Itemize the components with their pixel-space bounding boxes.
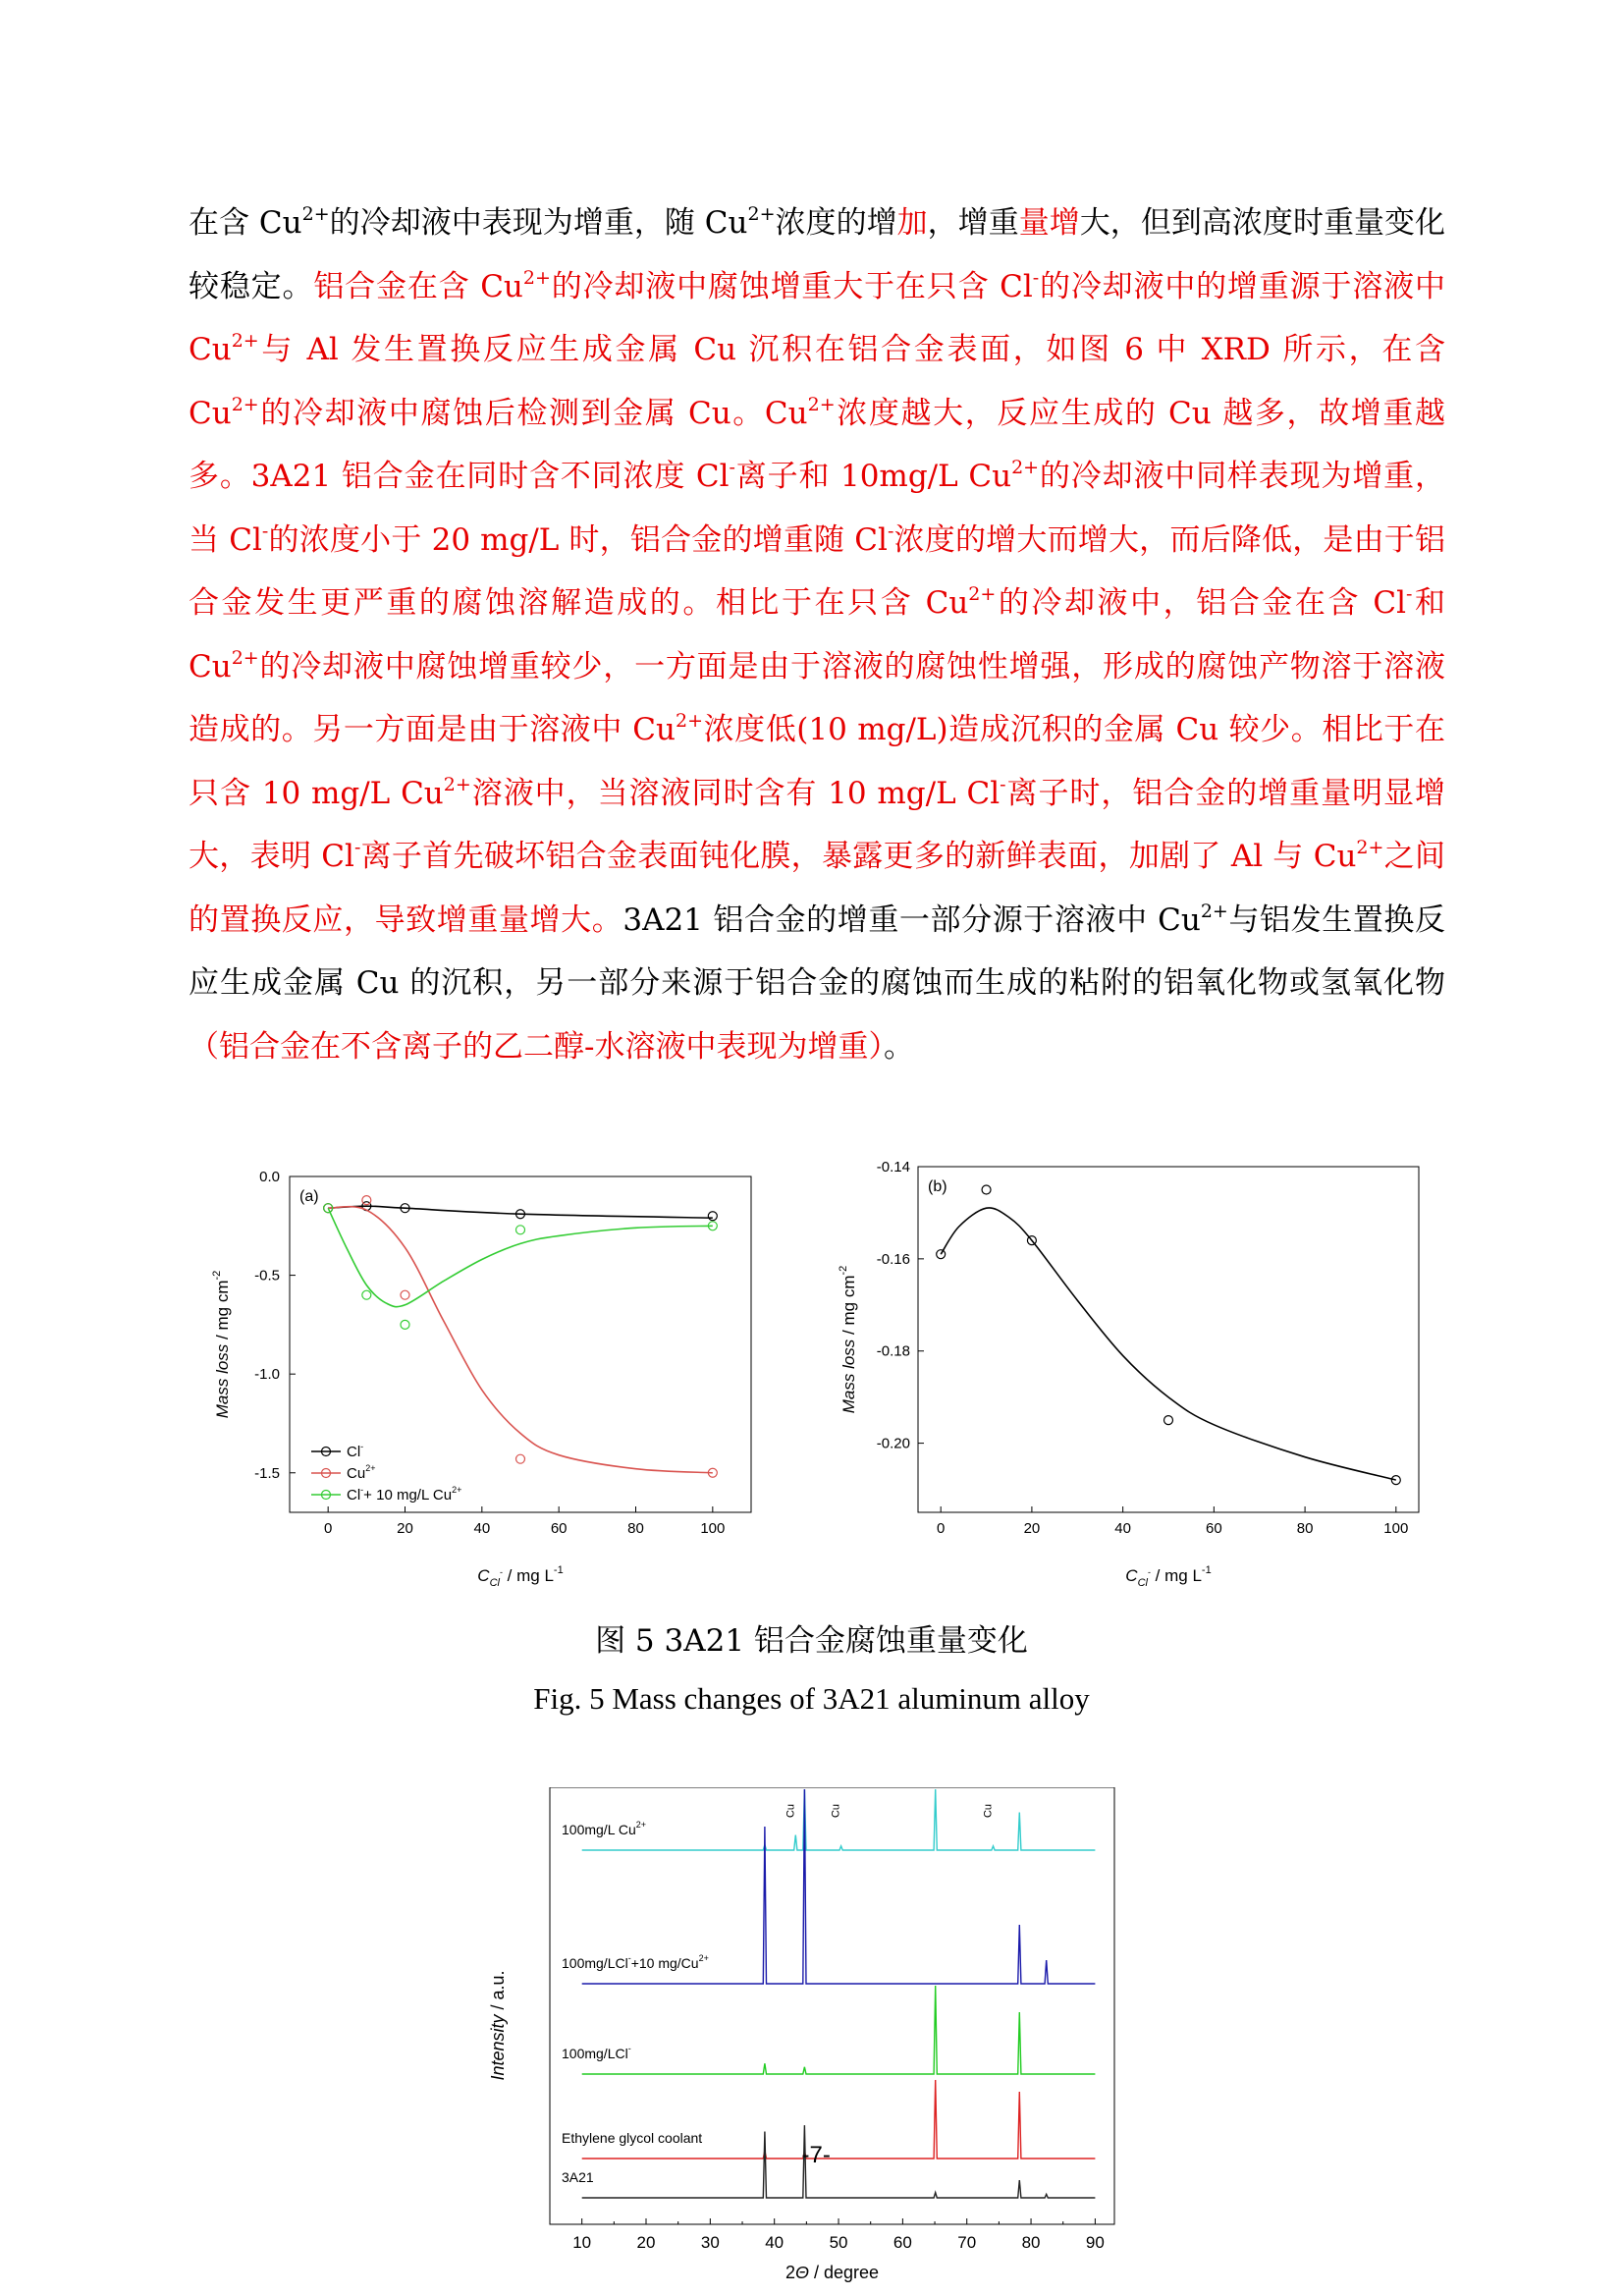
legend-text: Cu: [347, 1465, 366, 1482]
y-axis-label-quantity: Mass loss: [839, 1339, 858, 1414]
x-axis-label-prefix: 2: [784, 2263, 795, 2282]
y-axis-label: [211, 1271, 232, 1419]
x-axis-label-symbol: C: [1125, 1566, 1138, 1585]
text-run: （铝合金在不含离子的乙二醇-水溶液中表现为增重）: [189, 1028, 884, 1065]
text-run: 的冷却液中的增重源于溶液中 Cu: [189, 268, 1445, 367]
y-axis-label-unit: / mg cm: [213, 1280, 232, 1344]
series-label-superscript: -: [627, 2044, 631, 2053]
legend-text: + 10 mg/L Cu: [363, 1487, 453, 1503]
text-run: 的冷却液中腐蚀增重较少，一方面是由于溶液的腐蚀性增强，形成的腐蚀产物溶于溶液造成的。另一方面是由于溶液中 Cu: [189, 648, 1445, 747]
x-tick-label: 100: [700, 1520, 726, 1537]
x-axis-label-subscript: Cl: [489, 1577, 500, 1589]
legend-superscript: 2+: [365, 1463, 376, 1473]
data-point: [401, 1290, 409, 1299]
panel-label: (a): [299, 1188, 319, 1205]
superscript: -: [353, 837, 361, 858]
x-axis-label-unit: / mg L: [1150, 1566, 1202, 1585]
xrd-spectrum: [582, 2080, 1096, 2159]
y-axis-label-quantity: Intensity: [488, 2014, 508, 2081]
xrd-spectrum: [582, 1986, 1096, 2074]
x-axis-label: [785, 2263, 879, 2282]
body-paragraph: [189, 191, 1445, 1078]
series-line: [941, 1208, 1396, 1480]
data-point: [1164, 1416, 1173, 1425]
y-tick-label: -0.20: [876, 1435, 910, 1452]
x-tick-label: 50: [829, 2233, 848, 2252]
text-run: 浓度低(10 mg/L)造成沉积的金属 Cu 较少。相比于在只含 10 mg/L Cu: [189, 712, 1445, 811]
x-tick-label: 40: [1114, 1520, 1131, 1537]
legend-superscript: 2+: [452, 1485, 462, 1495]
x-tick-label: 80: [1021, 2233, 1041, 2252]
y-axis-label: [838, 1266, 858, 1414]
text-run: 的冷却液中同样表现为增重，当 Cl: [189, 459, 1446, 558]
x-axis-label: [477, 1564, 563, 1589]
plot-frame: [918, 1167, 1419, 1512]
text-run: 之间的置换反应，导致增重量增大。: [189, 839, 1445, 938]
series-line: [328, 1207, 713, 1473]
x-tick-label: 70: [957, 2233, 977, 2252]
series-line: [328, 1208, 713, 1306]
text-run: 的冷却液中腐蚀后检测到金属 Cu。Cu: [258, 395, 808, 431]
data-point: [401, 1320, 409, 1329]
y-axis-label: [488, 1970, 508, 2080]
y-axis-label-unit: / a.u.: [488, 1970, 508, 2015]
text-run: 和 Cu: [189, 585, 1445, 684]
y-axis-label-unit: / mg cm: [839, 1275, 858, 1339]
legend-entry: [347, 1442, 363, 1460]
y-tick-label: -1.5: [254, 1464, 280, 1482]
superscript: 2+: [522, 266, 551, 289]
series-label: [562, 1953, 709, 1971]
text-run: 与铝发生置换反应生成金属 Cu 的沉积，另一部分来源于铝合金的腐蚀而生成的粘附的铝氧化物或氢氧化物: [189, 902, 1446, 1001]
legend-text: Cl: [347, 1487, 361, 1503]
x-axis-label-subscript-sign: -: [499, 1567, 503, 1577]
x-axis-label-exponent: -1: [1201, 1564, 1212, 1576]
text-run: 大，但到高浓度时重量变化较稳定。: [189, 205, 1446, 304]
text-run: 的冷却液中腐蚀增重大于在只含 Cl: [550, 268, 1033, 304]
x-tick-label: 40: [473, 1520, 491, 1537]
text-run: 浓度越大，反应生成的 Cu 越多，故增重越多。3A21 铝合金在同时含不同浓度 Cl: [189, 395, 1445, 494]
x-axis-label-subscript: Cl: [1137, 1577, 1148, 1589]
x-tick-label: 60: [893, 2233, 912, 2252]
y-tick-label: -0.18: [876, 1342, 910, 1360]
series-label: [562, 1820, 646, 1837]
legend-superscript: -: [360, 1485, 364, 1495]
superscript: 2+: [231, 393, 259, 415]
text-run: 的冷却液中，铝合金在含 Cl: [996, 585, 1407, 621]
superscript: 2+: [676, 710, 704, 732]
text-run: ，增重: [927, 205, 1019, 241]
x-tick-label: 60: [1206, 1520, 1222, 1537]
y-tick-label: -1.0: [254, 1366, 280, 1384]
x-axis-label-symbol: C: [477, 1566, 490, 1585]
x-tick-label: 10: [572, 2233, 592, 2252]
superscript: 2+: [968, 583, 997, 605]
data-point: [982, 1185, 991, 1194]
superscript: 2+: [807, 393, 836, 415]
data-point: [708, 1212, 717, 1221]
text-run: 浓度的增: [775, 205, 897, 241]
x-tick-label: 0: [937, 1520, 946, 1537]
x-axis-label-symbol: Θ: [794, 2263, 809, 2282]
series-label-superscript: 2+: [635, 1820, 647, 1830]
superscript: -: [1000, 773, 1006, 795]
x-tick-label: 40: [765, 2233, 784, 2252]
series-label-superscript: 2+: [698, 1953, 709, 1963]
text-run: 离子首先破坏铝合金表面钝化膜，暴露更多的新鲜表面，加剧了 Al 与 Cu: [360, 839, 1357, 874]
superscript: 2+: [1011, 457, 1040, 478]
x-tick-label: 80: [627, 1520, 644, 1537]
text-run: 加: [896, 205, 928, 241]
superscript: 2+: [443, 773, 471, 795]
data-point: [362, 1196, 371, 1205]
x-tick-label: 100: [1383, 1520, 1409, 1537]
text-run: 量增: [1018, 205, 1080, 241]
data-point: [516, 1226, 525, 1234]
series-label-text: 3A21: [562, 2169, 594, 2185]
panel-label: (b): [928, 1178, 947, 1195]
legend-text: Cl: [347, 1444, 361, 1460]
figure-caption-cn: 图 5 3A21 铝合金腐蚀重量变化: [595, 1623, 1028, 1659]
text-run: 3A21 铝合金的增重一部分源于溶液中 Cu: [622, 902, 1201, 938]
text-run: 的浓度小于 20 mg/L 时，铝合金的增重随 Cl: [268, 521, 888, 558]
superscript: -: [1032, 266, 1040, 289]
superscript: 2+: [301, 203, 330, 225]
chart-panel-b: [835, 1149, 1424, 1611]
x-axis-label-unit: / mg L: [502, 1566, 554, 1585]
series-line: [328, 1206, 713, 1218]
x-axis-label: [1125, 1564, 1211, 1589]
x-tick-label: 30: [700, 2233, 720, 2252]
x-tick-label: 20: [636, 2233, 656, 2252]
x-tick-label: 90: [1085, 2233, 1105, 2252]
x-axis-label-unit: / degree: [808, 2263, 880, 2282]
series-label-text: Ethylene glycol coolant: [562, 2130, 703, 2146]
series-label: [562, 2130, 702, 2146]
superscript: -: [887, 519, 894, 542]
legend-entry: [347, 1463, 375, 1482]
text-run: 。: [883, 1028, 914, 1065]
peak-annotation: Cu: [784, 1803, 797, 1819]
series-label-text: +10 mg/Cu: [630, 1955, 699, 1971]
series-label-superscript: -: [627, 1953, 631, 1963]
text-run: 在含 Cu: [189, 205, 302, 241]
legend-entry: [347, 1485, 461, 1503]
series-label: [562, 2169, 594, 2185]
y-axis-label-quantity: Mass loss: [213, 1343, 232, 1419]
superscript: 2+: [747, 203, 776, 225]
series-label-text: 100mg/L Cu: [562, 1822, 636, 1837]
figure-caption-en: Fig. 5 Mass changes of 3A21 aluminum alloy: [533, 1681, 1090, 1716]
superscript: -: [261, 519, 269, 542]
superscript: 2+: [231, 646, 259, 669]
legend-superscript: -: [360, 1442, 364, 1451]
text-run: 铝合金在含 Cu: [313, 268, 523, 304]
superscript: -: [1406, 583, 1413, 605]
x-axis-label-subscript-sign: -: [1147, 1567, 1151, 1577]
series-label-text: 100mg/LCl: [562, 1955, 628, 1971]
y-tick-label: 0.0: [259, 1169, 280, 1185]
y-axis-label-exponent: -2: [211, 1270, 223, 1281]
peak-annotation: Cu: [982, 1803, 995, 1819]
y-tick-label: -0.16: [876, 1250, 910, 1268]
superscript: 2+: [1356, 837, 1384, 858]
text-run: 的冷却液中表现为增重，随 Cu: [329, 205, 748, 241]
y-tick-label: -0.14: [876, 1159, 910, 1175]
text-run: 离子和 10mg/L Cu: [734, 459, 1012, 494]
y-axis-label-exponent: -2: [838, 1265, 849, 1276]
text-run: 离子时，铝合金的增重量明显增大，表明 Cl: [189, 775, 1445, 874]
peak-annotation: Cu: [830, 1803, 842, 1819]
data-point: [516, 1454, 525, 1463]
data-point: [362, 1290, 371, 1299]
y-tick-label: -0.5: [254, 1267, 280, 1285]
text-run: 浓度的增大而增大，而后降低，是由于铝合金发生更严重的腐蚀溶解造成的。相比于在只含 Cu: [189, 521, 1445, 621]
page-number: -7-: [801, 2142, 831, 2168]
superscript: 2+: [231, 330, 259, 352]
x-tick-label: 80: [1296, 1520, 1314, 1537]
xrd-spectrum: [582, 1789, 1096, 1850]
series-label-text: 100mg/LCl: [562, 2046, 628, 2061]
superscript: -: [729, 457, 735, 478]
superscript: 2+: [1200, 900, 1228, 922]
chart-xrd: [471, 1787, 1159, 2296]
series-label: [562, 2044, 631, 2061]
x-axis-label-exponent: -1: [553, 1564, 564, 1576]
text-run: 溶液中，当溶液同时含有 10 mg/L Cl: [470, 775, 1001, 811]
x-tick-label: 20: [1023, 1520, 1041, 1537]
x-tick-label: 60: [550, 1520, 568, 1537]
chart-panel-a: [196, 1149, 835, 1611]
x-tick-label: 20: [397, 1520, 413, 1537]
text-run: 与 Al 发生置换反应生成金属 Cu 沉积在铝合金表面，如图 6 中 XRD 所示，在含 Cu: [189, 332, 1445, 431]
x-tick-label: 0: [323, 1520, 333, 1537]
